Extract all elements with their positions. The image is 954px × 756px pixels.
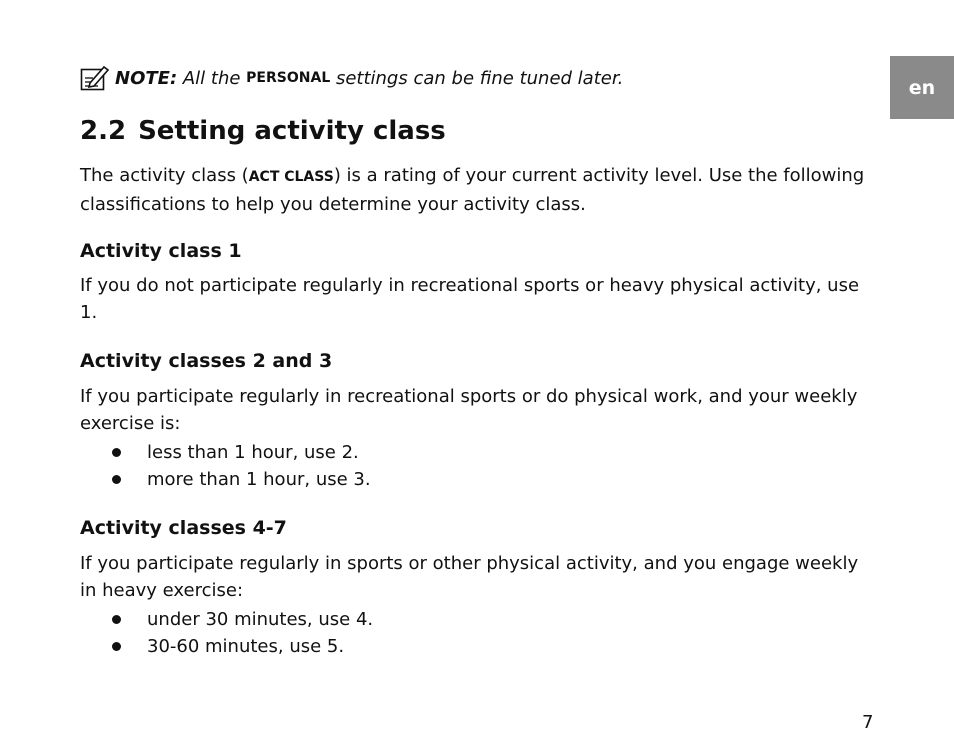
note-pencil-icon — [80, 64, 110, 92]
section-title-text: Setting activity class — [138, 116, 446, 146]
section-title — [80, 116, 446, 146]
class4-7-bullets — [108, 606, 373, 660]
list-item-text: less than 1 hour, use 2. — [147, 442, 359, 463]
bullet-icon — [112, 642, 121, 651]
section-number: 2.2 — [80, 116, 127, 146]
bullet-icon — [112, 615, 121, 624]
note-text-before: All the — [177, 67, 247, 89]
bullet-icon — [112, 475, 121, 484]
list-item — [108, 439, 371, 466]
intro-key-act-class: ACT CLASS — [248, 169, 334, 185]
class2-3-text: If you participate regularly in recreational sports or do physical work, and your weekly exercise is: — [80, 386, 858, 434]
class2-3-heading: Activity classes 2 and 3 — [80, 350, 333, 372]
note-key-personal: PERSONAL — [246, 70, 331, 86]
class2-3-bullets — [108, 439, 371, 493]
list-item — [108, 633, 373, 660]
class4-7-heading: Activity classes 4-7 — [80, 517, 287, 539]
class1-heading: Activity class 1 — [80, 240, 242, 262]
intro-paragraph — [80, 162, 880, 218]
list-item-text: 30-60 minutes, use 5. — [147, 636, 345, 657]
list-item — [108, 466, 371, 493]
class4-7-text: If you participate regularly in sports or other physical activity, and you engage weekly in heavy exercise: — [80, 553, 859, 601]
list-item — [108, 606, 373, 633]
list-item-text: under 30 minutes, use 4. — [147, 609, 374, 630]
note-text-after: settings can be fine tuned later. — [330, 67, 624, 89]
intro-after: ) is a rating of your current activity level. Use the following classifications to help you determine your activity class. — [80, 165, 865, 215]
list-item-text: more than 1 hour, use 3. — [147, 469, 371, 490]
note-label: NOTE: — [115, 67, 178, 89]
page-number: 7 — [862, 712, 874, 733]
note — [80, 62, 623, 94]
language-tab: en — [890, 56, 954, 119]
class1-text: If you do not participate regularly in recreational sports or heavy physical activity, use 1. — [80, 275, 860, 323]
intro-before: The activity class ( — [80, 165, 249, 186]
bullet-icon — [112, 448, 121, 457]
